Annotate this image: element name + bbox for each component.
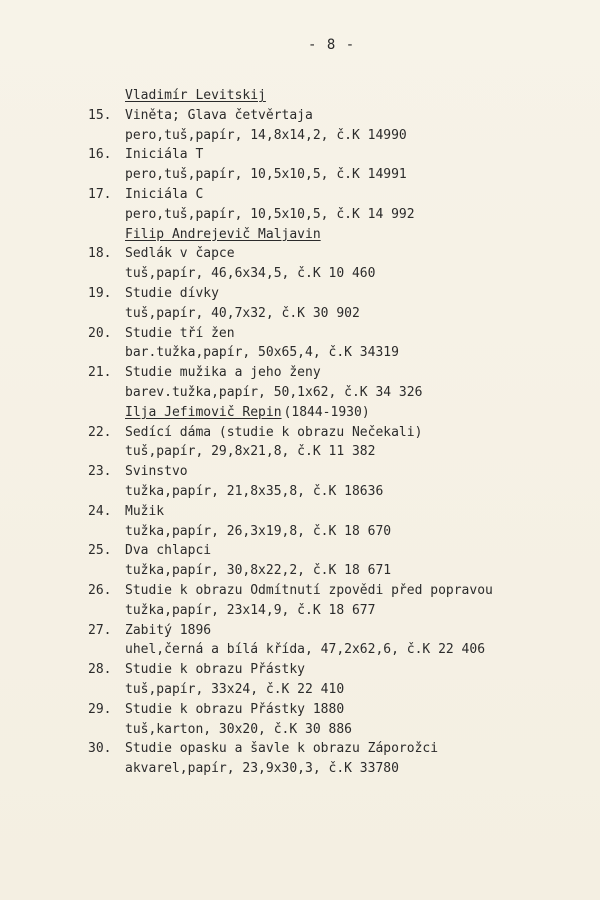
item-title: Iniciála T (125, 147, 204, 163)
item-title-line (88, 244, 588, 264)
item-title-line (88, 502, 588, 522)
artist-section (88, 225, 588, 403)
item-details: barev.tužka,papír, 50,1x62, č.K 34 326 (125, 384, 423, 400)
artist-section (88, 403, 588, 779)
artist-heading (88, 225, 588, 245)
item-title-line (88, 660, 588, 680)
item-number: 23. (88, 464, 112, 480)
item-details: tužka,papír, 21,8x35,8, č.K 18636 (125, 483, 384, 499)
catalog-item (88, 145, 588, 185)
item-details: bar.tužka,papír, 50x65,4, č.K 34319 (125, 345, 399, 361)
page-number: - 8 - (308, 37, 356, 53)
item-details: tuš,papír, 40,7x32, č.K 30 902 (125, 305, 360, 321)
item-number: 16. (88, 147, 112, 163)
item-title: Studie tří žen (125, 325, 235, 341)
item-details: pero,tuš,papír, 10,5x10,5, č.K 14 992 (125, 206, 415, 222)
catalog-item (88, 541, 588, 581)
item-details: tuš,karton, 30x20, č.K 30 886 (125, 721, 352, 737)
item-number: 18. (88, 246, 112, 262)
catalog-item (88, 106, 588, 146)
item-title-line (88, 363, 588, 383)
item-title-line (88, 621, 588, 641)
item-title-line (88, 739, 588, 759)
item-details: tuš,papír, 46,6x34,5, č.K 10 460 (125, 266, 376, 282)
catalog-item (88, 185, 588, 225)
item-number: 29. (88, 701, 112, 717)
artist-name: Ilja Jefimovič Repin (125, 404, 282, 420)
catalog-item (88, 660, 588, 700)
item-title-line (88, 541, 588, 561)
item-number: 26. (88, 582, 112, 598)
catalog-item (88, 739, 588, 779)
item-title: Zabitý 1896 (125, 622, 212, 638)
item-number: 30. (88, 741, 112, 757)
catalog-item (88, 462, 588, 502)
item-details: tužka,papír, 30,8x22,2, č.K 18 671 (125, 563, 392, 579)
item-title: Sedlák v čapce (125, 246, 235, 262)
catalog-item (88, 581, 588, 621)
item-title: Sedící dáma (studie k obrazu Nečekali) (125, 424, 423, 440)
item-details: pero,tuš,papír, 10,5x10,5, č.K 14991 (125, 167, 407, 183)
item-details: uhel,černá a bílá křída, 47,2x62,6, č.K 22 406 (125, 642, 486, 658)
item-title-line (88, 423, 588, 443)
catalog-item (88, 423, 588, 463)
item-title: Studie k obrazu Odmítnutí zpovědi před popravou (125, 582, 493, 598)
catalog-item (88, 244, 588, 284)
item-number: 24. (88, 503, 112, 519)
catalog-item (88, 502, 588, 542)
catalog-item (88, 700, 588, 740)
item-title: Studie k obrazu Přástky 1880 (125, 701, 345, 717)
catalog-content (88, 86, 588, 779)
item-title-line (88, 284, 588, 304)
item-number: 17. (88, 186, 112, 202)
artist-heading (88, 86, 588, 106)
item-number: 22. (88, 424, 112, 440)
item-details: tuš,papír, 33x24, č.K 22 410 (125, 681, 345, 697)
item-number: 27. (88, 622, 112, 638)
item-title-line (88, 700, 588, 720)
item-number: 25. (88, 543, 112, 559)
artist-section (88, 86, 588, 225)
item-title: Dva chlapci (125, 543, 212, 559)
item-details: tužka,papír, 23x14,9, č.K 18 677 (125, 602, 376, 618)
item-title-line (88, 185, 588, 205)
item-number: 21. (88, 365, 112, 381)
item-title: Studie k obrazu Přástky (125, 662, 306, 678)
item-title-line (88, 106, 588, 126)
item-number: 15. (88, 107, 112, 123)
item-title: Mužik (125, 503, 165, 519)
catalog-item (88, 363, 588, 403)
item-title: Viněta; Glava četvěrtaja (125, 107, 313, 123)
item-number: 20. (88, 325, 112, 341)
item-title-line (88, 462, 588, 482)
item-details: pero,tuš,papír, 14,8x14,2, č.K 14990 (125, 127, 407, 143)
item-number: 19. (88, 285, 112, 301)
artist-dates: (1844-1930) (283, 404, 370, 420)
item-number: 28. (88, 662, 112, 678)
item-details: akvarel,papír, 23,9x30,3, č.K 33780 (125, 761, 399, 777)
item-details: tužka,papír, 26,3x19,8, č.K 18 670 (125, 523, 392, 539)
item-details: tuš,papír, 29,8x21,8, č.K 11 382 (125, 444, 376, 460)
artist-heading (88, 403, 588, 423)
item-title-line (88, 145, 588, 165)
item-title-line (88, 324, 588, 344)
item-title: Svinstvo (125, 464, 188, 480)
artist-name: Vladimír Levitskij (125, 88, 266, 103)
catalog-item (88, 324, 588, 364)
item-title: Studie dívky (125, 285, 219, 301)
catalog-item (88, 284, 588, 324)
item-title: Studie opasku a šavle k obrazu Záporožci (125, 741, 439, 757)
item-title: Studie mužika a jeho ženy (125, 365, 321, 381)
item-title: Iniciála C (125, 186, 204, 202)
artist-name: Filip Andrejevič Maljavin (125, 226, 321, 242)
item-title-line (88, 581, 588, 601)
catalog-item (88, 621, 588, 661)
